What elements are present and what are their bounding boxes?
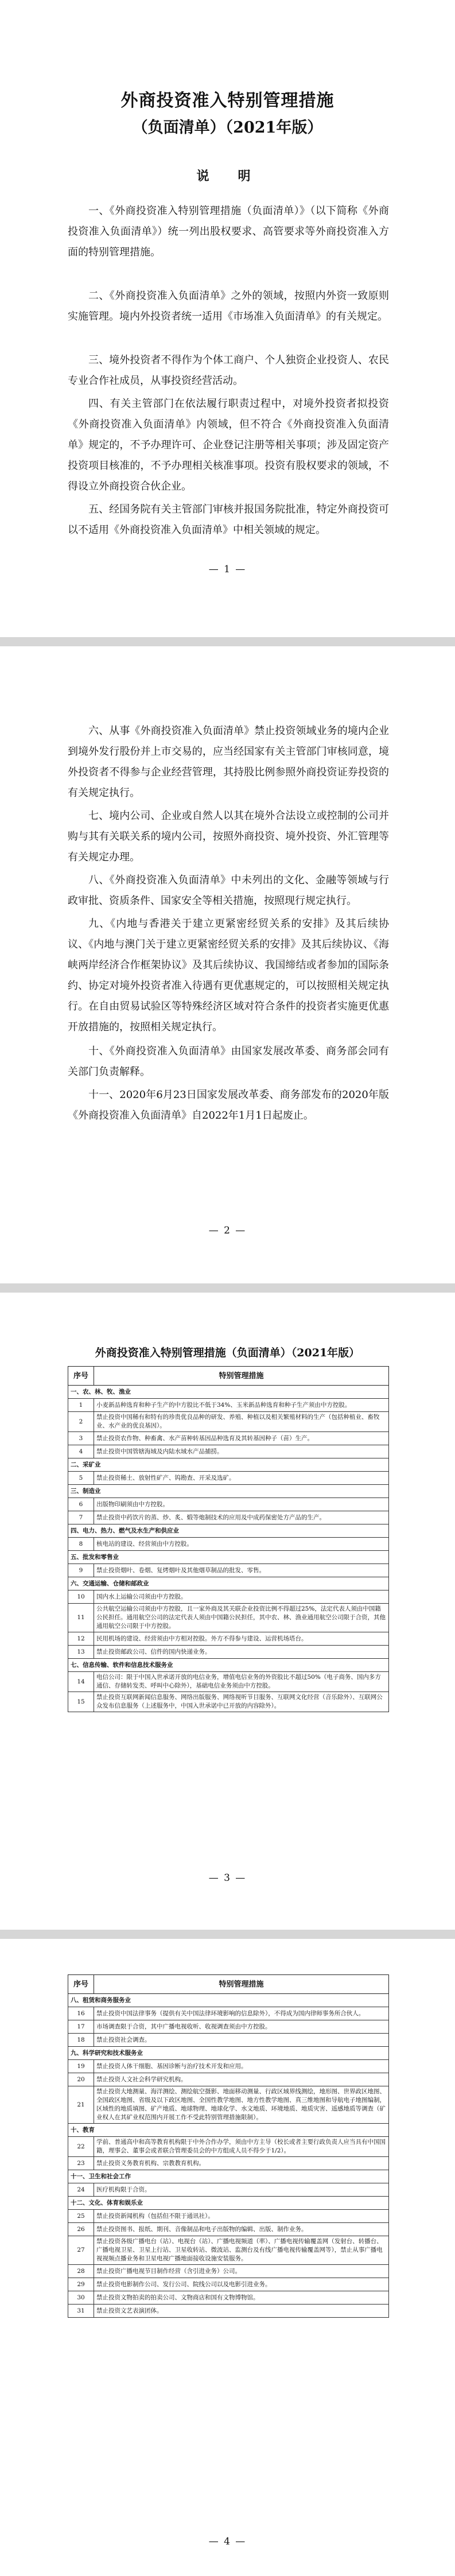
row-number: 23 xyxy=(68,2157,94,2170)
row-number: 31 xyxy=(68,2305,94,2318)
measure-text: 禁止投资新闻机构（包括但不限于通讯社）。 xyxy=(94,2210,389,2223)
row-number: 25 xyxy=(68,2210,94,2223)
page-number: — 2 — xyxy=(208,1225,247,1236)
table-row xyxy=(68,2183,389,2197)
explanation-paragraph: 九、《内地与香港关于建立更紧密经贸关系的安排》及其后续协议、《内地与澳门关于建立更紧密经贸关系的安排》及其后续协议、《海峡两岸经济合作框架协议》及其后续协议、我国缔结或者参加的国际条约、协定对境外投资者准入待遇有更优惠规定的，可以按照相关规定执行。在自由贸易试验区等特殊经济区域对符合条件的投资者实施更优惠开放措施的，按照相关规定执行。 xyxy=(68,918,389,1033)
explanation-paragraph: 一、《外商投资准入特别管理措施（负面清单）》（以下简称《外商投资准入负面清单》）统一列出股权要求、高管要求等外商投资准入方面的特别管理措施。 xyxy=(68,205,389,258)
table-row xyxy=(68,2157,389,2170)
table-row xyxy=(68,1632,389,1646)
category-label: 八、租赁和商务服务业 xyxy=(68,1994,389,2007)
category-label: 九、科学研究和技术服务业 xyxy=(68,2047,389,2060)
category-row xyxy=(68,1577,389,1590)
measure-text: 市场调查限于合资，其中广播电视收听、收视调查须由中方控股。 xyxy=(94,2020,389,2034)
measures-table-part-1 xyxy=(68,1366,389,1712)
measure-text: 禁止投资各级广播电台（站）、电视台（站）、广播电视频道（率）、广播电视传输覆盖网（发射台、转播台、广播电视卫星、卫星上行站、卫星收转站、微波站、监测台及有线广播电视传输覆盖网等），禁止从事广播电视视频点播业务和卫星电视广播地面接收设施安装服务。 xyxy=(94,2236,389,2265)
page-4 xyxy=(0,1939,455,2576)
table-row xyxy=(68,2291,389,2305)
table-row xyxy=(68,2265,389,2278)
column-header-number: 序号 xyxy=(68,1975,94,1994)
category-label: 二、采矿业 xyxy=(68,1458,389,1472)
table-row xyxy=(68,2278,389,2291)
row-number: 24 xyxy=(68,2183,94,2197)
row-number: 16 xyxy=(68,2007,94,2020)
column-header-number: 序号 xyxy=(68,1367,94,1386)
table-row xyxy=(68,2007,389,2020)
table-row xyxy=(68,1604,389,1632)
page-1 xyxy=(0,0,455,637)
measure-text: 禁止投资人体干细胞、基因诊断与治疗技术开发和应用。 xyxy=(94,2060,389,2073)
table-row xyxy=(68,2086,389,2124)
measure-text: 禁止投资烟叶、卷烟、复烤烟叶及其他烟草制品的批发、零售。 xyxy=(94,1564,389,1577)
category-row xyxy=(68,2047,389,2060)
measure-text: 禁止投资社会调查。 xyxy=(94,2034,389,2047)
table-row xyxy=(68,1432,389,1445)
table-row xyxy=(68,1692,389,1712)
row-number: 26 xyxy=(68,2223,94,2236)
table-row xyxy=(68,2020,389,2034)
row-number: 14 xyxy=(68,1672,94,1692)
table-row xyxy=(68,1672,389,1692)
measure-text: 核电站的建设、经营须由中方控股。 xyxy=(94,1538,389,1551)
table-title: 外商投资准入特别管理措施（负面清单）（2021年版） xyxy=(95,1347,360,1359)
measure-text: 电信公司：限于中国入世承诺开放的电信业务，增值电信业务的外资股比不超过50%（电子商务、国内多方通信、存储转发类、呼叫中心除外），基础电信业务须由中方控股。 xyxy=(94,1672,389,1692)
measure-text: 民用机场的建设、经营须由中方相对控股。外方不得参与建设、运营机场塔台。 xyxy=(94,1632,389,1646)
category-label: 一、农、林、牧、渔业 xyxy=(68,1386,389,1399)
row-number: 18 xyxy=(68,2034,94,2047)
column-header-measure: 特别管理措施 xyxy=(94,1975,389,1994)
explanation-heading: 说 明 xyxy=(196,169,259,184)
table-row xyxy=(68,2137,389,2157)
table-row xyxy=(68,1564,389,1577)
measure-text: 禁止投资图书、报纸、期刊、音像制品和电子出版物的编辑、出版、制作业务。 xyxy=(94,2223,389,2236)
row-number: 19 xyxy=(68,2060,94,2073)
table-row xyxy=(68,1646,389,1659)
category-label: 七、信息传输、软件和信息技术服务业 xyxy=(68,1659,389,1672)
category-row xyxy=(68,1485,389,1498)
measure-text: 公共航空运输公司须由中方控股，且一家外商及其关联企业投资比例不得超过25%，法定代表人须由中国籍公民担任。通用航空公司的法定代表人须由中国籍公民担任，其中农、林、渔业通用航空公司限于合资，其他通用航空公司限于中方控股。 xyxy=(94,1604,389,1632)
row-number: 21 xyxy=(68,2086,94,2124)
row-number: 6 xyxy=(68,1498,94,1511)
measure-text: 出版物印刷须由中方控股。 xyxy=(94,1498,389,1511)
measure-text: 小麦新品种选育和种子生产的中方股比不低于34%、玉米新品种选育和种子生产须由中方控股。 xyxy=(94,1399,389,1412)
measure-text: 禁止投资义务教育机构、宗教教育机构。 xyxy=(94,2157,389,2170)
table-row xyxy=(68,2223,389,2236)
page-number: — 3 — xyxy=(208,1872,247,1884)
row-number: 3 xyxy=(68,1432,94,1445)
page-2 xyxy=(0,646,455,1283)
table-row xyxy=(68,1412,389,1432)
row-number: 27 xyxy=(68,2236,94,2265)
measure-text: 禁止投资中国管辖海域及内陆水域水产品捕捞。 xyxy=(94,1445,389,1458)
measure-text: 禁止投资电影制作公司、发行公司、院线公司以及电影引进业务。 xyxy=(94,2278,389,2291)
row-number: 7 xyxy=(68,1511,94,1524)
row-number: 4 xyxy=(68,1445,94,1458)
measure-text: 国内水上运输公司须由中方控股。 xyxy=(94,1590,389,1604)
measure-text: 禁止投资中国稀有和特有的珍贵优良品种的研发、养殖、种植以及相关繁殖材料的生产（包括种植业、畜牧业、水产业的优良基因）。 xyxy=(94,1412,389,1432)
row-number: 15 xyxy=(68,1692,94,1712)
measure-text: 禁止投资稀土、放射性矿产、钨勘查、开采及选矿。 xyxy=(94,1472,389,1485)
explanation-paragraph: 四、有关主管部门在依法履行职责过程中，对境外投资者拟投资《外商投资准入负面清单》内领域，但不符合《外商投资准入负面清单》规定的，不予办理许可、企业登记注册等相关事项；涉及固定资产投资项目核准的，不予办理相关核准事项。投资有股权要求的领域，不得设立外商投资合伙企业。 xyxy=(68,398,389,492)
measure-text: 禁止投资广播电视节目制作经营（含引进业务）公司。 xyxy=(94,2265,389,2278)
row-number: 30 xyxy=(68,2291,94,2305)
row-number: 1 xyxy=(68,1399,94,1412)
explanation-paragraph: 十、《外商投资准入负面清单》由国家发展改革委、商务部会同有关部门负责解释。 xyxy=(68,1045,389,1078)
measure-text: 禁止投资文物拍卖的拍卖公司、文物商店和国有文物博物馆。 xyxy=(94,2291,389,2305)
document-subtitle: （负面清单）（2021年版） xyxy=(132,119,323,137)
measure-text: 学前、普通高中和高等教育机构限于中外合作办学，须由中方主导（校长或者主要行政负责人应当具有中国国籍，理事会、董事会或者联合管理委员会的中方组成人员不得少于1/2）。 xyxy=(94,2137,389,2157)
category-label: 四、电力、热力、燃气及水生产和供应业 xyxy=(68,1524,389,1538)
measure-text: 禁止投资大地测量、海洋测绘、测绘航空摄影、地面移动测量、行政区域界线测绘，地形图、世界政区地图、全国政区地图、省级及以下政区地图、全国性教学地图、地方性教学地图、真三维地图和导航电子地图编制，区域性的地质填图、矿产地质、地球物理、地球化学、水文地质、环境地质、地质灾害、遥感地质等调查（矿业权人在其矿业权范围内开展工作不受此特别管理措施限制）。 xyxy=(94,2086,389,2124)
page-number: — 1 — xyxy=(208,564,247,575)
explanation-paragraph: 十一、2020年6月23日国家发展改革委、商务部发布的2020年版《外商投资准入负面清单》自2022年1月1日起废止。 xyxy=(68,1089,389,1122)
category-label: 十二、文化、体育和娱乐业 xyxy=(68,2197,389,2210)
category-label: 十一、卫生和社会工作 xyxy=(68,2170,389,2183)
explanation-paragraph: 五、经国务院有关主管部门审核并报国务院批准，特定外商投资可以不适用《外商投资准入负面清单》中相关领域的规定。 xyxy=(68,503,389,536)
explanation-paragraph: 八、《外商投资准入负面清单》中未列出的文化、金融等领域与行政审批、资质条件、国家安全等相关措施，按照现行规定执行。 xyxy=(68,874,389,907)
row-number: 8 xyxy=(68,1538,94,1551)
column-header-measure: 特别管理措施 xyxy=(94,1367,389,1386)
table-row xyxy=(68,1399,389,1412)
measure-text: 禁止投资中国法律事务（提供有关中国法律环境影响的信息除外），不得成为国内律师事务所合伙人。 xyxy=(94,2007,389,2020)
row-number: 12 xyxy=(68,1632,94,1646)
table-row xyxy=(68,1445,389,1458)
measures-table-part-2 xyxy=(68,1974,389,2318)
measure-text: 禁止投资人文社会科学研究机构。 xyxy=(94,2073,389,2086)
row-number: 22 xyxy=(68,2137,94,2157)
table-row xyxy=(68,2034,389,2047)
category-row xyxy=(68,2124,389,2137)
row-number: 5 xyxy=(68,1472,94,1485)
table-row xyxy=(68,2073,389,2086)
row-number: 10 xyxy=(68,1590,94,1604)
table-row xyxy=(68,2305,389,2318)
table-row xyxy=(68,2210,389,2223)
category-row xyxy=(68,1551,389,1564)
table-row xyxy=(68,2060,389,2073)
row-number: 9 xyxy=(68,1564,94,1577)
category-label: 五、批发和零售业 xyxy=(68,1551,389,1564)
category-row xyxy=(68,1524,389,1538)
category-row xyxy=(68,1659,389,1672)
explanation-paragraph: 七、境内公司、企业或自然人以其在境外合法设立或控制的公司并购与其有关联关系的境内公司，按照外商投资、境外投资、外汇管理等有关规定办理。 xyxy=(68,810,389,863)
category-label: 三、制造业 xyxy=(68,1485,389,1498)
row-number: 17 xyxy=(68,2020,94,2034)
row-number: 29 xyxy=(68,2278,94,2291)
measure-text: 禁止投资农作物、种畜禽、水产苗种转基因品种选育及其转基因种子（苗）生产。 xyxy=(94,1432,389,1445)
measure-text: 禁止投资邮政公司、信件的国内快递业务。 xyxy=(94,1646,389,1659)
row-number: 13 xyxy=(68,1646,94,1659)
page-3 xyxy=(0,1293,455,1930)
table-row xyxy=(68,1590,389,1604)
category-row xyxy=(68,1458,389,1472)
table-row xyxy=(68,1498,389,1511)
explanation-paragraph: 二、《外商投资准入负面清单》之外的领域，按照内外资一致原则实施管理。境内外投资者统一适用《市场准入负面清单》的有关规定。 xyxy=(68,290,389,323)
explanation-paragraph: 六、从事《外商投资准入负面清单》禁止投资领域业务的境内企业到境外发行股份并上市交易的，应当经国家有关主管部门审核同意，境外投资者不得参与企业经营管理，其持股比例参照外商投资证券投资的有关规定执行。 xyxy=(68,725,389,799)
measure-text: 医疗机构限于合资。 xyxy=(94,2183,389,2197)
category-row xyxy=(68,2170,389,2183)
measure-text: 禁止投资文艺表演团体。 xyxy=(94,2305,389,2318)
category-row xyxy=(68,1386,389,1399)
table-row xyxy=(68,1538,389,1551)
row-number: 28 xyxy=(68,2265,94,2278)
table-row xyxy=(68,1511,389,1524)
measure-text: 禁止投资互联网新闻信息服务、网络出版服务、网络视听节目服务、互联网文化经营（音乐除外）、互联网公众发布信息服务（上述服务中，中国入世承诺中已开放的内容除外）。 xyxy=(94,1692,389,1712)
page-number: — 4 — xyxy=(208,2536,247,2547)
category-row xyxy=(68,1994,389,2007)
category-label: 十、教育 xyxy=(68,2124,389,2137)
explanation-paragraph: 三、境外投资者不得作为个体工商户、个人独资企业投资人、农民专业合作社成员，从事投资经营活动。 xyxy=(68,354,389,387)
measure-text: 禁止投资中药饮片的蒸、炒、炙、煅等炮制技术的应用及中成药保密处方产品的生产。 xyxy=(94,1511,389,1524)
document-title: 外商投资准入特别管理措施 xyxy=(120,91,335,111)
table-row xyxy=(68,2236,389,2265)
row-number: 11 xyxy=(68,1604,94,1632)
row-number: 20 xyxy=(68,2073,94,2086)
category-label: 六、交通运输、仓储和邮政业 xyxy=(68,1577,389,1590)
category-row xyxy=(68,2197,389,2210)
table-row xyxy=(68,1472,389,1485)
row-number: 2 xyxy=(68,1412,94,1432)
